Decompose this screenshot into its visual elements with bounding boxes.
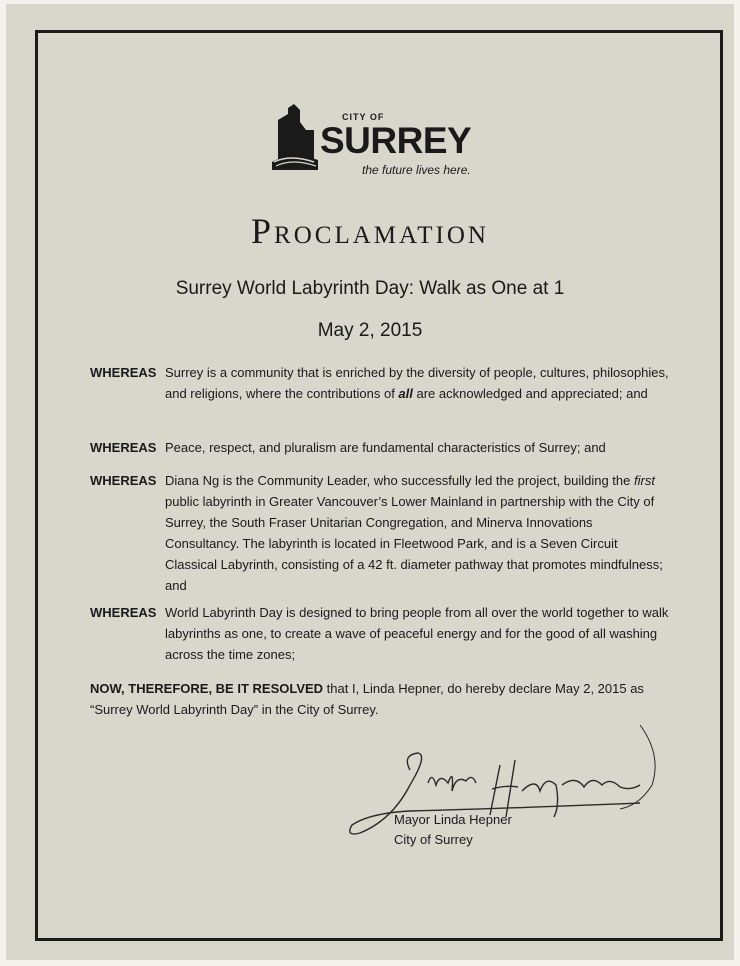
clause-text: World Labyrinth Day is designed to bring people from all over the world together to walk labyrinths as one, to create a wave of peaceful energy and for the good of all washing across the time zones; (165, 605, 669, 662)
clause-text: Surrey is a community that is enriched by the diversity of people, cultures, philosophies, and religions, where the contributions of all are acknowledged and appreciated; and (165, 365, 669, 401)
page-title: Proclamation (251, 211, 489, 251)
proclamation-subtitle: Surrey World Labyrinth Day: Walk as One at 1 (175, 278, 565, 299)
city-of-surrey-logo (270, 100, 480, 180)
whereas-clause (90, 362, 670, 404)
resolution-text: that I, Linda Hepner, do hereby declare May 2, 2015 as “Surrey World Labyrinth Day” in the City of Surrey. (90, 681, 644, 717)
clause-text: Peace, respect, and pluralism are fundamental characteristics of Surrey; and (165, 440, 606, 455)
whereas-clause (90, 470, 670, 596)
resolution-clause (90, 678, 660, 720)
logo-wordmark: SURREY (320, 120, 472, 161)
whereas-clause (90, 437, 670, 458)
clause-keyword: WHEREAS (90, 473, 157, 488)
clause-keyword: WHEREAS (90, 365, 157, 380)
signatory-block (394, 810, 512, 850)
logo-city-of: CITY OF (342, 112, 385, 122)
signatory-title: Mayor Linda Hepner (394, 812, 512, 827)
clause-keyword: WHEREAS (90, 605, 157, 620)
proclamation-date: May 2, 2015 (317, 320, 423, 341)
logo-tagline: the future lives here. (362, 163, 471, 177)
signatory-org: City of Surrey (394, 832, 473, 847)
resolution-keyword: NOW, THEREFORE, BE IT RESOLVED (90, 681, 324, 696)
clause-keyword: WHEREAS (90, 440, 157, 455)
whereas-clause (90, 602, 670, 665)
clause-text: Diana Ng is the Community Leader, who successfully led the project, building the first public labyrinth in Greater Vancouver’s Lower Mainland in partnership with the City of Surrey, the South Fraser Unitarian Congregation, and Minerva Innovations Consultancy. The labyrinth is located in Fleetwood Park, and is a Seven Circuit Classical Labyrinth, consisting of a 42 ft. diameter pathway that promotes mindfulness; and (165, 473, 663, 593)
